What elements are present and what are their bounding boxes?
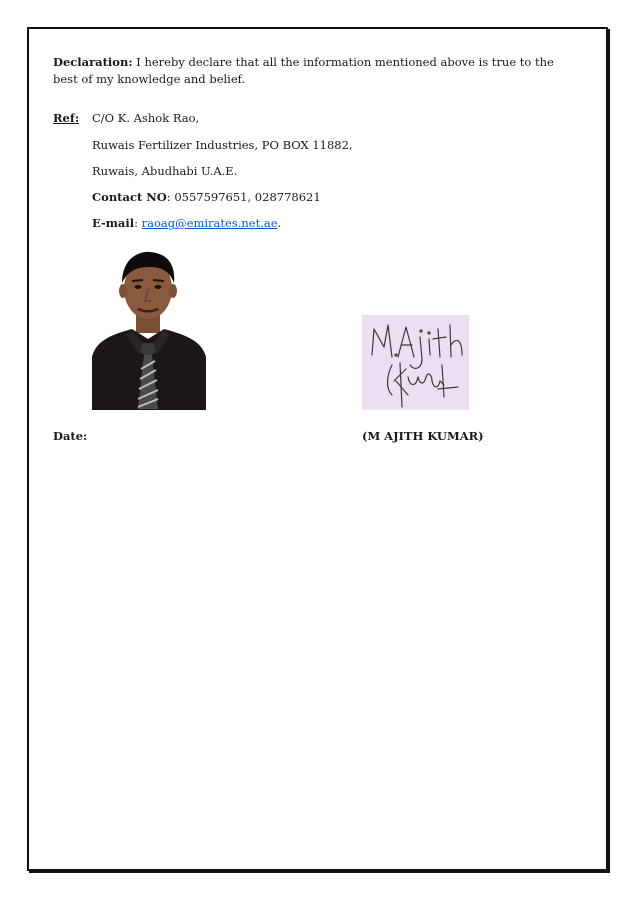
date-label: Date: <box>53 429 88 443</box>
email-separator: : <box>134 216 142 230</box>
contact-value: : 0557597651, 028778621 <box>166 190 321 204</box>
contact-label: Contact NO <box>92 190 167 204</box>
ref-location: Ruwais, Abudhabi U.A.E. <box>92 164 238 178</box>
signature-image <box>362 315 469 410</box>
ref-email <box>92 215 281 232</box>
ref-company: Ruwais Fertilizer Industries, PO BOX 11882, <box>92 138 353 152</box>
declaration-paragraph <box>53 54 573 88</box>
email-link[interactable]: raoag@emirates.net.ae <box>141 216 278 230</box>
ref-name: C/O K. Ashok Rao, <box>92 111 200 125</box>
email-end: . <box>277 216 282 230</box>
declaration-text: I hereby declare that all the information mentioned above is true to the best of my knowledge and belief. <box>53 55 554 86</box>
declaration-label: Declaration: <box>53 55 133 69</box>
ref-contact <box>92 189 321 206</box>
signature-handwriting <box>362 315 469 410</box>
profile-photo-illustration <box>92 249 206 410</box>
email-label: E-mail <box>92 216 135 230</box>
profile-photo <box>92 249 206 410</box>
signer-name: (M AJITH KUMAR) <box>362 429 484 443</box>
ref-label: Ref: <box>53 111 80 125</box>
